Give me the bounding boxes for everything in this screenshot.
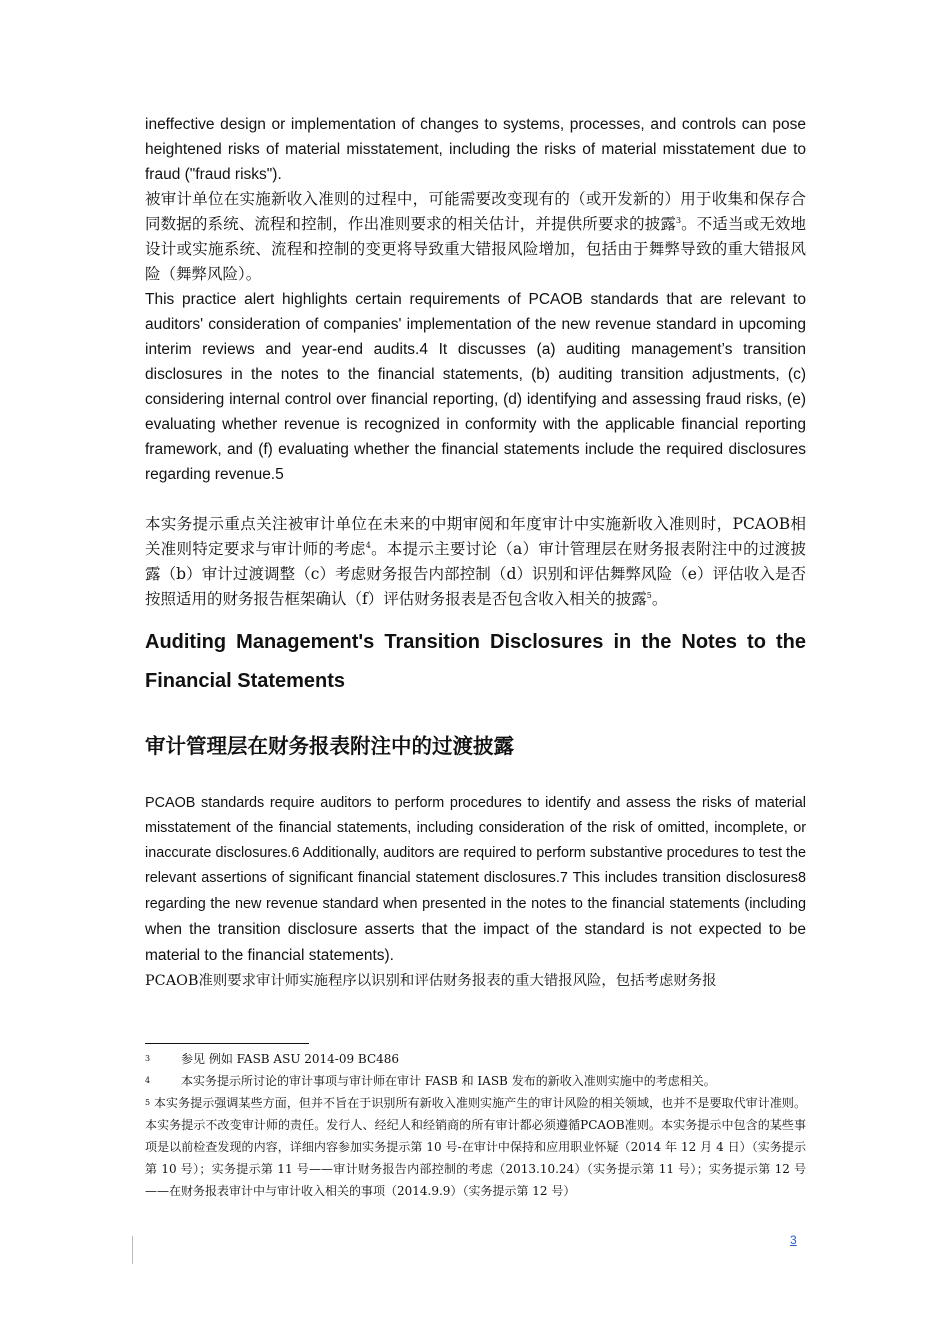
footnote-4-text: 本实务提示所讨论的审计事项与审计师在审计 FASB 和 IASB 发布的新收入准则实施中的考虑相关。: [181, 1074, 716, 1088]
footnote-separator: [145, 1043, 309, 1044]
footnote-5-text: 本实务提示强调某些方面，但并不旨在于识别所有新收入准则实施产生的审计风险的相关领域，也并不是要取代审计准则。本实务提示不改变审计师的责任。发行人、经纪人和经销商的所有审计都必须遵循PCAOB准则。本实务提示中包含的某些事项是以前检查发现的内容，详细内容参加实务提示第 10 号-在审计中保持和应用职业怀疑（2014 年 12 月 4 日）（实务提示第 10 号）；实务提示第 11 号——审计财务报告内部控制的考虑（2013.10.24）（实务提示第 11 号）；实务提示第 12 号——在财务报表审计中与审计收入相关的事项（2014.9.9）（实务提示第 12 号）: [145, 1096, 806, 1198]
p2-zh-text-b: 。本提示主要讨论（a）审计管理层在财务报表附注中的过渡披露（b）审计过渡调整（c）考虑财务报告内部控制（d）识别和评估舞弊风险（e）评估收入是否按照适用的财务报告框架确认（f）评估财务报表是否包含收入相关的披露: [145, 540, 806, 608]
margin-line: [132, 1236, 133, 1264]
footnote-ref-5[interactable]: 5: [646, 590, 652, 600]
paragraph-zh-3: PCAOB准则要求审计师实施程序以识别和评估财务报表的重大错报风险，包括考虑财务报: [145, 973, 717, 989]
footnote-4-number: 4: [145, 1076, 151, 1085]
page-body: [145, 112, 806, 994]
p3-en-text-a: PCAOB standards require auditors to perform procedures to identify and assess the risks of material misstatement of the financial statements, including consideration of the risk of omitted, incomplete, or inaccurate disclosures.6 Additionally, auditors are required to perform substantive procedures to test the relevant assertions of significant financial statement disclosures.7 This includes transition disclosures8 regarding the new revenue standard when presented in the notes to the financial statements (including: [145, 795, 806, 912]
footnote-4: [145, 1070, 806, 1092]
p1-zh-text-a: 被审计单位在实施新收入准则的过程中，可能需要改变现有的（或开发新的）用于收集和保存合同数据的系统、流程和控制，作出准则要求的相关估计，并提供所要求的披露: [145, 190, 806, 233]
section-heading-en: Auditing Management's Transition Disclosures in the Notes to the Financial Statements: [145, 631, 806, 692]
paragraph-zh-1: [145, 187, 806, 287]
p1-zh-text-b: 。不适当或无效地设计或实施系统、流程和控制的变更将导致重大错报风险增加，包括由于舞弊导致的重大错报风险（舞弊风险）。: [145, 215, 806, 283]
footnote-ref-4[interactable]: 4: [365, 540, 371, 550]
paragraph-en-1: ineffective design or implementation of changes to systems, processes, and controls can pose heightened risks of material misstatement, including the risks of material misstatement due to fraud ("fraud risks").: [145, 116, 806, 183]
paragraph-zh-2: [145, 512, 806, 612]
footnotes: [145, 1048, 806, 1202]
paragraph-en-2: This practice alert highlights certain requirements of PCAOB standards that are relevant to auditors' consideration of companies' implementation of the new revenue standard in upcoming interim reviews and year-end audits.4 It discusses (a) auditing management’s transition disclosures in the notes to the financial statements, (b) auditing transition adjustments, (c) considering internal control over financial reporting, (d) identifying and assessing fraud risks, (e) evaluating whether revenue is recognized in conformity with the applicable financial reporting framework, and (f) evaluating whether the financial statements include the required disclosures regarding revenue.5: [145, 291, 806, 483]
paragraph-en-3: [145, 791, 806, 969]
footnote-3-text: 参见 例如 FASB ASU 2014-09 BC486: [181, 1052, 400, 1066]
section-heading-zh: 审计管理层在财务报表附注中的过渡披露: [145, 734, 514, 758]
footnote-ref-3[interactable]: 3: [675, 215, 682, 225]
p2-zh-text-a: 本实务提示重点关注被审计单位在未来的中期审阅和年度审计中实施新收入准则时，PCAOB相关准则特定要求与审计师的考虑: [145, 515, 806, 558]
footnote-3: [145, 1048, 806, 1070]
footnote-3-number: 3: [145, 1054, 151, 1063]
page-number-link[interactable]: 3: [790, 1233, 797, 1247]
p2-zh-text-c: 。: [651, 590, 668, 608]
blank-line: [145, 487, 806, 512]
footnote-5-number: 5: [145, 1098, 151, 1107]
p3-en-text-b: when the transition disclosure asserts that the impact of the standard is not expected to be material to the financial statements).: [145, 921, 806, 964]
footnote-5: [145, 1092, 806, 1202]
